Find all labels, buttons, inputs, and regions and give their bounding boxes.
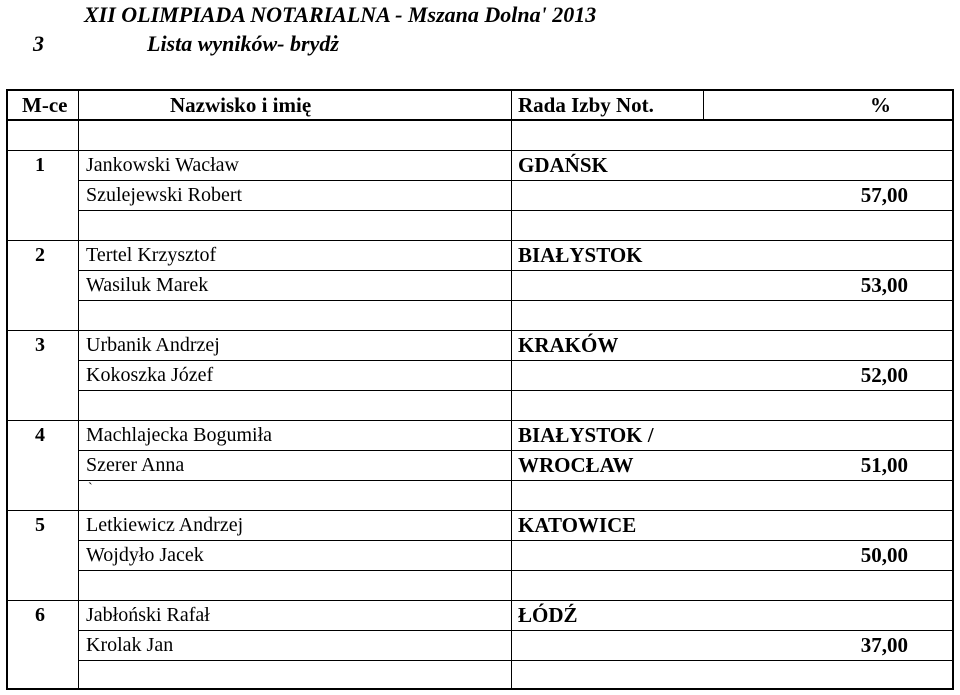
row-player-2: Szerer Anna: [86, 454, 185, 476]
row-percent: 57,00: [860, 183, 908, 207]
header-percent: %: [870, 93, 891, 117]
row-chamber-1: GDAŃSK: [518, 153, 608, 177]
list-number: 3: [33, 31, 44, 56]
row-player-2: Wojdyło Jacek: [86, 544, 204, 566]
row-place: 5: [35, 514, 45, 536]
header-place: M-ce: [22, 93, 68, 117]
row-percent: 37,00: [860, 633, 908, 657]
row-chamber-1: KRAKÓW: [518, 333, 619, 357]
row-place: 6: [35, 604, 45, 626]
results-table: [6, 120, 954, 690]
row-player-2: Krolak Jan: [86, 634, 174, 656]
row-player-1: Urbanik Andrzej: [86, 334, 220, 356]
row-player-1: Machlajecka Bogumiła: [86, 424, 273, 446]
row-place: 3: [35, 334, 45, 356]
row-place: 1: [35, 154, 45, 176]
header-name: Nazwisko i imię: [170, 93, 312, 117]
row-player-1: Tertel Krzysztof: [86, 244, 217, 266]
row-chamber-1: BIAŁYSTOK: [518, 243, 643, 267]
row-player-2: Wasiluk Marek: [86, 274, 209, 296]
row-chamber-2: WROCŁAW: [518, 453, 634, 477]
row-player-1: Jankowski Wacław: [86, 154, 239, 176]
row-note: `: [88, 481, 93, 496]
row-player-1: Letkiewicz Andrzej: [86, 514, 244, 536]
row-percent: 51,00: [860, 453, 908, 477]
row-percent: 53,00: [860, 273, 908, 297]
row-player-2: Szulejewski Robert: [86, 184, 243, 206]
row-player-1: Jabłoński Rafał: [86, 604, 210, 626]
row-place: 2: [35, 244, 45, 266]
document-title: XII OLIMPIADA NOTARIALNA - Mszana Dolna' 2013: [84, 2, 597, 27]
header-chamber: Rada Izby Not.: [518, 93, 654, 117]
row-chamber-1: KATOWICE: [518, 513, 637, 537]
row-chamber-1: BIAŁYSTOK /: [518, 423, 654, 447]
row-place: 4: [35, 424, 45, 446]
row-player-2: Kokoszka Józef: [86, 364, 214, 386]
table-header: [6, 89, 954, 121]
row-percent: 52,00: [860, 363, 908, 387]
row-chamber-1: ŁÓDŹ: [518, 603, 578, 627]
row-percent: 50,00: [860, 543, 908, 567]
list-title: Lista wyników- brydż: [147, 31, 339, 56]
